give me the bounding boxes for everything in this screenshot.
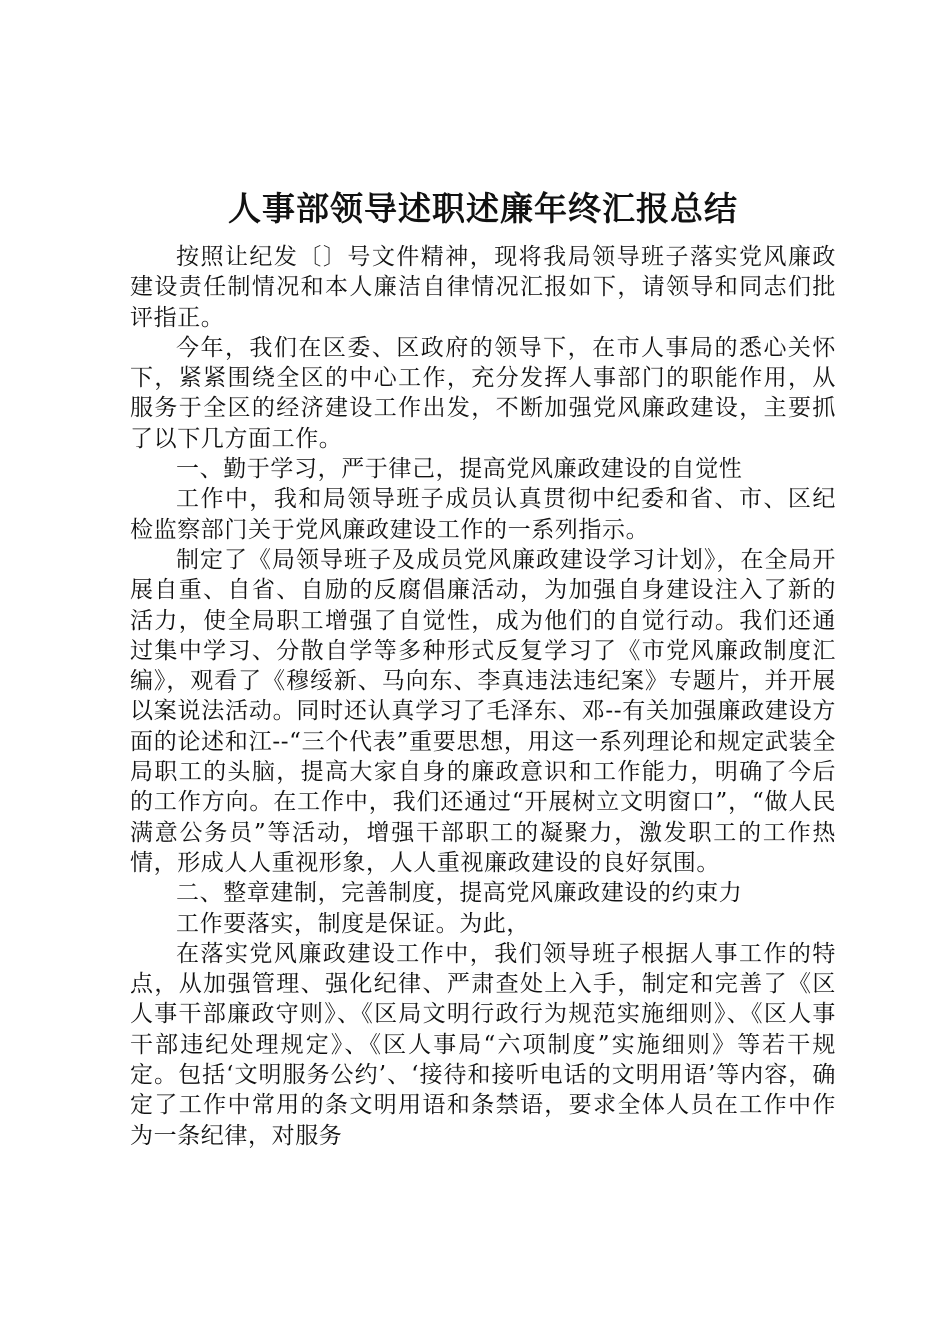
paragraph-section2-b: 在落实党风廉政建设工作中，我们领导班子根据人事工作的特点，从加强管理、强化纪律、严肃查处上入手，制定和完善了《区人事干部廉政守则》、《区局文明行政行为规范实施细则》、《区人事干部违纪处理规定》、《区人事局“六项制度”实施细则》等若干规定。包括‘文明服务公约’、‘接待和接听电话的文明用语’等内容，确定了工作中常用的条文明用语和条禁语，要求全体人员在工作中作为一条纪律，对服务 xyxy=(130,940,836,1149)
paragraph-overview: 今年，我们在区委、区政府的领导下，在市人事局的悉心关怀下，紧紧围绕全区的中心工作，充分发挥人事部门的职能作用，从服务于全区的经济建设工作出发，不断加强党风廉政建设，主要抓了以下几方面工作。 xyxy=(130,334,836,452)
paragraph-section2-a: 工作要落实，制度是保证。为此， xyxy=(176,910,530,937)
document-title: 人事部领导述职述廉年终汇报总结 xyxy=(228,189,738,228)
section-heading-2: 二、整章建制，完善制度，提高党风廉政建设的约束力 xyxy=(176,880,743,907)
document-body xyxy=(130,242,836,1151)
paragraph-section1-a: 工作中，我和局领导班子成员认真贯彻中纪委和省、市、区纪检监察部门关于党风廉政建设工作的一系列指示。 xyxy=(130,486,836,543)
paragraph-intro: 按照让纪发〔〕号文件精神，现将我局领导班子落实党风廉政建设责任制情况和本人廉洁自律情况汇报如下，请领导和同志们批评指正。 xyxy=(130,244,836,331)
section-heading-1: 一、勤于学习，严于律己，提高党风廉政建设的自觉性 xyxy=(176,456,743,483)
document-page xyxy=(130,180,836,1151)
paragraph-section1-b: 制定了《局领导班子及成员党风廉政建设学习计划》，在全局开展自重、自省、自励的反腐倡廉活动，为加强自身建设注入了新的活力，使全局职工增强了自觉性，成为他们的自觉行动。我们还通过集中学习、分散自学等多种形式反复学习了《市党风廉政制度汇编》，观看了《穆绥新、马向东、李真违法违纪案》专题片，并开展以案说法活动。同时还认真学习了毛泽东、邓--有关加强廉政建设方面的论述和江--“三个代表”重要思想，用这一系列理论和规定武装全局职工的头脑，提高大家自身的廉政意识和工作能力，明确了今后的工作方向。在工作中，我们还通过“开展树立文明窗口”，“做人民满意公务员”等活动，增强干部职工的凝聚力，激发职工的工作热情，形成人人重视形象，人人重视廉政建设的良好氛围。 xyxy=(130,546,836,876)
